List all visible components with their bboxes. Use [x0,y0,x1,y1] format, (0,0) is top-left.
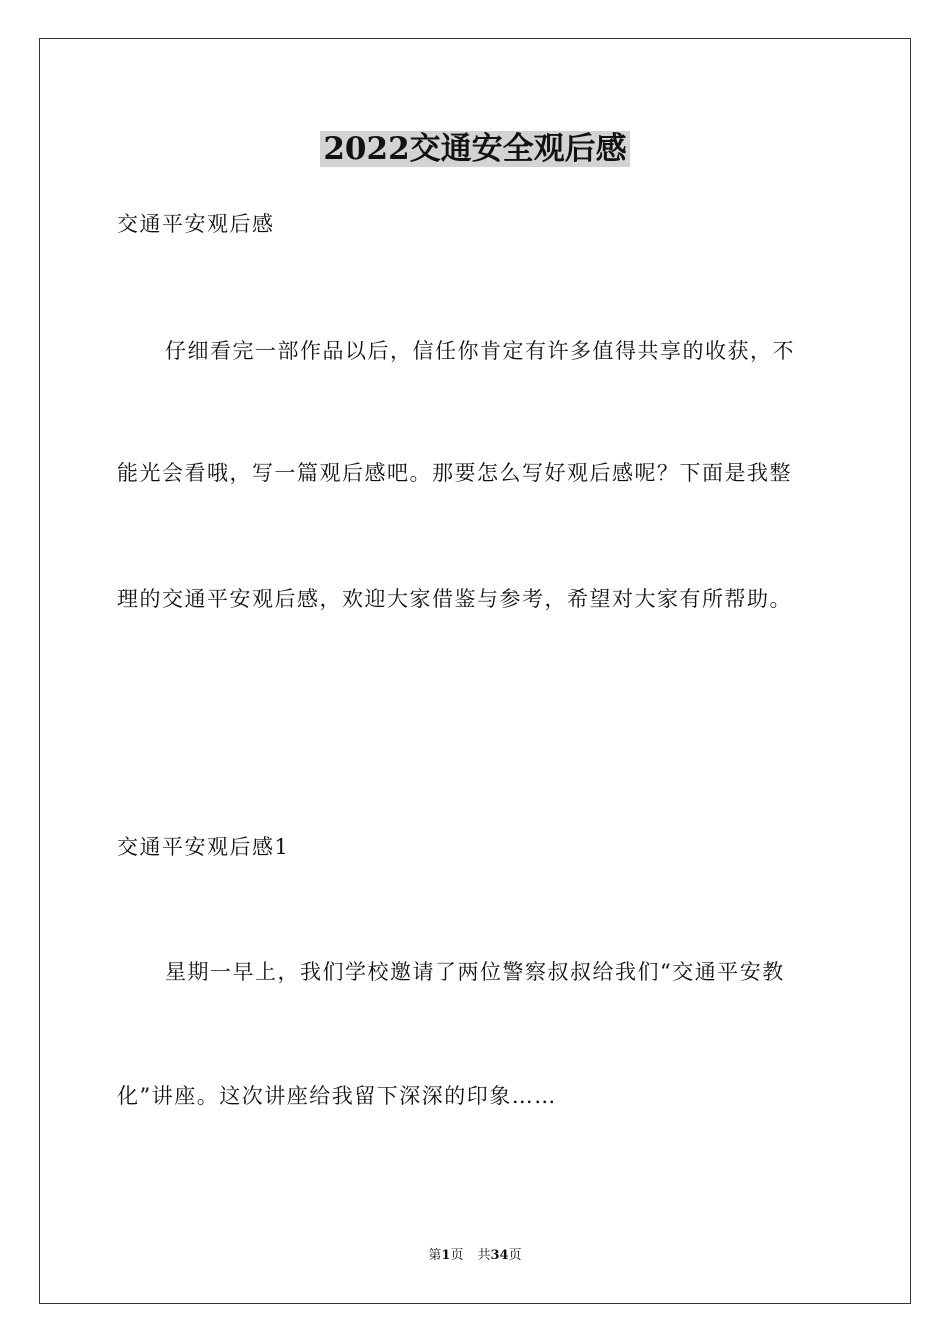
footer-page-number: 1 [441,1248,451,1263]
footer-total-prefix: 共 [477,1248,491,1263]
section-paragraph-line-1: 星期一早上，我们学校邀请了两位警察叔叔给我们“交通平安教 [165,960,785,984]
section-paragraph-line-2: 化”讲座。这次讲座给我留下深深的印象…… [117,1084,557,1108]
footer-total-pages: 34 [490,1248,509,1263]
footer-total-suffix: 页 [508,1248,522,1263]
document-title-text: 2022交通安全观后感 [320,131,629,167]
section-heading: 交通平安观后感1 [117,835,290,859]
intro-paragraph-line-3: 理的交通平安观后感，欢迎大家借鉴与参考，希望对大家有所帮助。 [117,587,792,611]
intro-paragraph-line-1: 仔细看完一部作品以后，信任你肯定有许多值得共享的收获，不 [165,339,795,363]
intro-paragraph-line-2: 能光会看哦，写一篇观后感吧。那要怎么写好观后感呢？下面是我整 [117,461,792,485]
document-subtitle: 交通平安观后感 [117,212,275,236]
document-title [0,128,950,170]
footer-page-prefix: 第 [428,1248,442,1263]
footer-page-suffix: 页 [450,1248,464,1263]
page-footer [0,1246,950,1266]
